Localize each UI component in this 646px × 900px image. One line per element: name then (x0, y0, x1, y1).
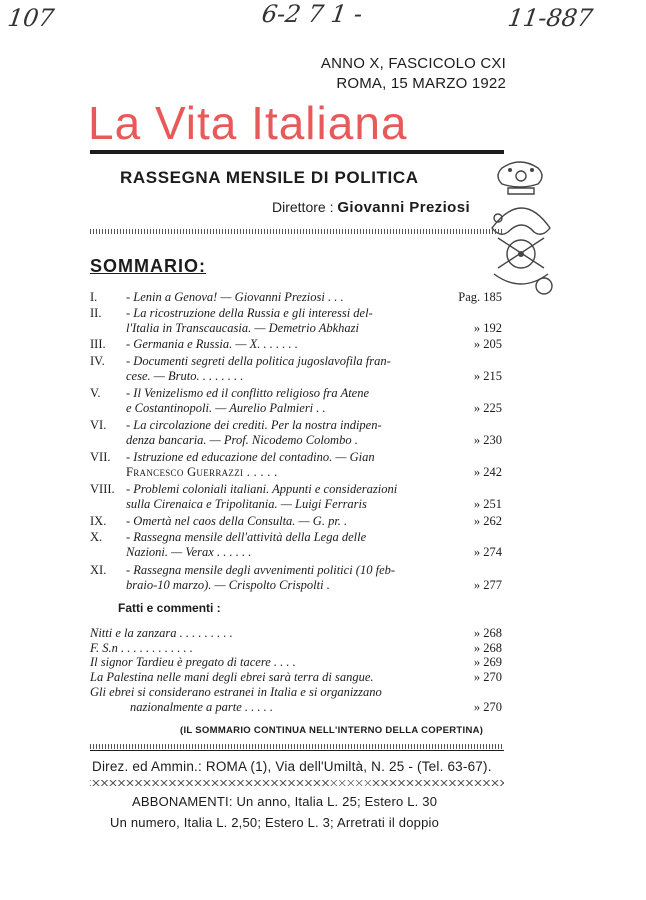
toc-page: » 274 (473, 545, 502, 560)
toc-title: - Documenti segreti della politica jugoslavofila fran- cese. — Bruto. . . . . . . . (126, 354, 391, 384)
footer-rule (90, 750, 504, 751)
subtitle: RASSEGNA MENSILE DI POLITICA (120, 168, 419, 187)
director-label: Direttore : (272, 199, 334, 215)
issue-date: ROMA, 15 MARZO 1922 (336, 75, 506, 92)
toc-page: » 215 (473, 369, 502, 384)
handwritten-mark-left: 107 (6, 4, 56, 32)
toc-number: I. (90, 290, 98, 304)
fatti-page: » 269 (473, 655, 502, 669)
fatti-title: Gli ebrei si considerano estranei in Italia e si organizzano nazionalmente a parte . . . . . (90, 685, 382, 714)
toc-title: - La circolazione dei crediti. Per la nostra indipen- denza bancaria. — Prof. Nicodemo Colombo . (126, 418, 382, 448)
fatti-page: » 268 (473, 626, 502, 640)
toc-title: - Istruzione ed educazione del contadino. — Gian Francesco Guerrazzi . . . . . (126, 450, 375, 480)
toc-page: » 192 (473, 321, 502, 336)
fatti-entry (90, 685, 502, 717)
fatti-title: Nitti e la zanzara . . . . . . . . . (90, 626, 233, 640)
single-issue-line: Un numero, Italia L. 2,50; Estero L. 3; Arretrati il doppio (110, 815, 440, 830)
issue-volume: ANNO X, FASCICOLO CXI (320, 55, 506, 72)
contact-line: Direz. ed Ammin.: ROMA (1), Via dell'Umiltà, N. 25 - (Tel. 63-67). (92, 759, 492, 774)
toc-number: IX. (90, 514, 107, 528)
fatti-heading: Fatti e commenti : (118, 601, 221, 615)
toc-number: VII. (90, 450, 111, 464)
footer-divider-top (90, 744, 504, 749)
continuation-note: (IL SOMMARIO CONTINUA NELL'INTERNO DELLA COPERTINA) (180, 725, 484, 736)
toc-title: - Problemi coloniali italiani. Appunti e considerazioni sulla Cirenaica e Tripolitania. — Luigi Ferraris (126, 482, 398, 512)
toc-page: Pag. 185 (458, 290, 502, 304)
director-name: Giovanni Preziosi (337, 199, 471, 216)
toc-title: - Lenin a Genova! — Giovanni Preziosi . . . (126, 290, 344, 304)
fatti-page: » 268 (473, 641, 502, 655)
fatti-title: Il signor Tardieu è pregato di tacere . . . . (90, 655, 296, 669)
header-divider (90, 229, 504, 234)
toc-number: XI. (90, 563, 107, 577)
toc-number: IV. (90, 354, 105, 368)
toc-page: » 277 (473, 578, 502, 593)
toc-title: - La ricostruzione della Russia e gli interessi del- l'Italia in Transcaucasia. — Demetrio Abkhazi (126, 306, 373, 336)
toc-title: - Rassegna mensile dell'attività della Lega delle Nazioni. — Verax . . . . . . (126, 530, 367, 560)
toc-title: - Germania e Russia. — X. . . . . . . (126, 337, 298, 351)
handwritten-mark-center: 6-2 7 1 - (260, 0, 365, 28)
director-line (272, 199, 470, 216)
magazine-title: La Vita Italiana (88, 97, 408, 149)
toc-page: » 251 (473, 497, 502, 512)
toc-number: VIII. (90, 482, 115, 496)
toc-page: » 225 (473, 401, 502, 416)
toc-page: » 205 (473, 337, 502, 351)
sommario-heading: SOMMARIO: (90, 256, 206, 276)
toc-page: » 262 (473, 514, 502, 528)
toc-number: III. (90, 337, 106, 351)
fatti-page: » 270 (473, 670, 502, 684)
subscription-line: ABBONAMENTI: Un anno, Italia L. 25; Estero L. 30 (132, 794, 438, 809)
fatti-page: » 270 (473, 700, 502, 714)
toc-title: - Rassegna mensile degli avvenimenti politici (10 feb- braio-10 marzo). — Crispolto Crispolti . (126, 563, 396, 593)
title-rule (90, 150, 504, 154)
toc-page: » 242 (473, 465, 502, 480)
toc-number: V. (90, 386, 101, 400)
toc-number: VI. (90, 418, 107, 432)
fatti-title: La Palestina nelle mani degli ebrei sarà terra di sangue. (90, 670, 374, 684)
handwritten-mark-right: 11-887 (506, 4, 595, 32)
wavy-divider (90, 780, 504, 786)
fatti-title: F. S.n . . . . . . . . . . . . (90, 641, 193, 655)
toc-number: II. (90, 306, 102, 320)
toc-number: X. (90, 530, 103, 544)
toc-title: - Il Venizelismo ed il conflitto religioso fra Atene e Costantinopoli. — Aurelio Palmieri . . (126, 386, 370, 416)
toc-page: » 230 (473, 433, 502, 448)
toc-title: - Omertà nel caos della Consulta. — G. pr. . (126, 514, 348, 528)
